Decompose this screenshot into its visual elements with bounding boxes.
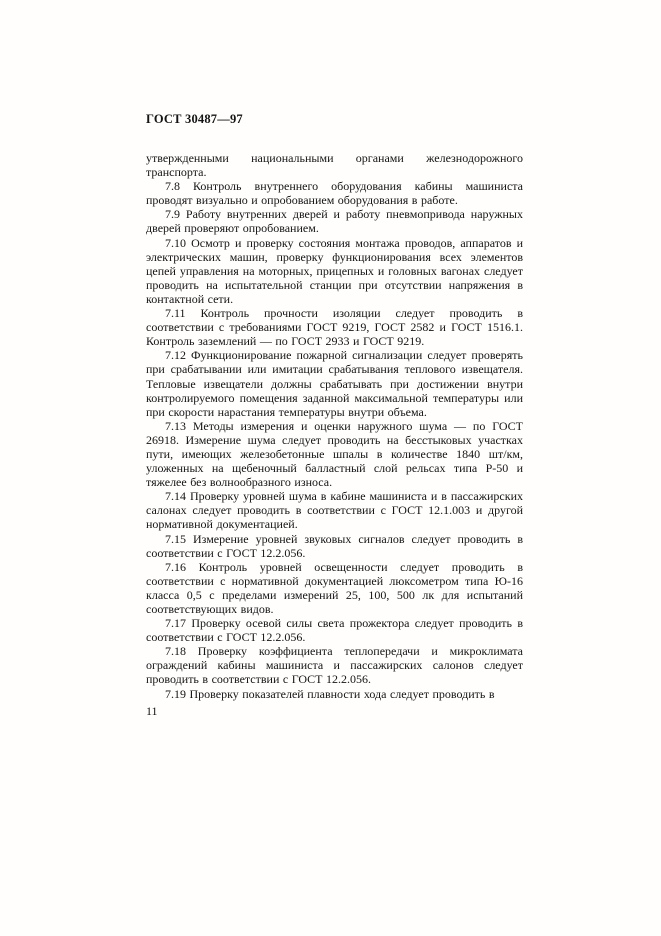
paragraph-7-18: 7.18 Проверку коэффициента теплопередачи и микроклимата ограждений кабины машиниста и пассажирских салонов следует проводить в соответствии с ГОСТ 12.2.056. bbox=[146, 644, 523, 687]
paragraph-7-16: 7.16 Контроль уровней освещенности следует проводить в соответствии с нормативной документацией люксометром типа Ю-16 класса 0,5 с пределами измерений 25, 100, 500 лк для испытаний соответствующих видов. bbox=[146, 559, 523, 616]
paragraph-7-12: 7.12 Функционирование пожарной сигнализации следует проверять при срабатывании или имитации срабатывания теплового извещателя. Тепловые извещатели должны срабатывать при достижении внутри контролируемого помещения заданной максимальной температуры или при скорости нарастания температуры внутри объема. bbox=[146, 348, 523, 419]
paragraph-continuation: утвержденными национальными органами железнодорожного транспорта. bbox=[146, 151, 523, 180]
document-body bbox=[146, 151, 523, 718]
paragraph-7-8: 7.8 Контроль внутреннего оборудования кабины машиниста проводят визуально и опробованием оборудования в работе. bbox=[146, 179, 523, 208]
paragraph-7-14: 7.14 Проверку уровней шума в кабине машиниста и в пассажирских салонах следует проводить в соответствии с ГОСТ 12.1.003 и другой нормативной документацией. bbox=[146, 489, 523, 532]
paragraph-7-10: 7.10 Осмотр и проверку состояния монтажа проводов, аппаратов и электрических машин, проверку функционирования всех элементов цепей управления на моторных, прицепных и головных вагонах следует проводить на испытательной станции при отсутствии напряжения в контактной сети. bbox=[146, 235, 523, 306]
paragraph-7-15: 7.15 Измерение уровней звуковых сигналов следует проводить в соответствии с ГОСТ 12.2.056. bbox=[146, 531, 523, 560]
page-number: 11 bbox=[146, 703, 158, 718]
paragraph-7-9: 7.9 Работу внутренних дверей и работу пневмопривода наружных дверей проверяют опробованием. bbox=[146, 207, 523, 236]
paragraph-7-19: 7.19 Проверку показателей плавности хода следует проводить в bbox=[165, 686, 495, 701]
paragraph-7-13: 7.13 Методы измерения и оценки наружного шума — по ГОСТ 26918. Измерение шума следует проводить на бесстыковых участках пути, имеющих железобетонные шпалы в количестве 1840 шт/км, уложенных на щебеночный балластный слой рельсах типа Р-50 и тяжелее без волнообразного износа. bbox=[146, 418, 523, 490]
paragraph-7-11: 7.11 Контроль прочности изоляции следует проводить в соответствии с требованиями ГОСТ 9219, ГОСТ 2582 и ГОСТ 1516.1. Контроль заземлений — по ГОСТ 2933 и ГОСТ 9219. bbox=[146, 306, 523, 349]
paragraph-7-17: 7.17 Проверку осевой силы света прожектора следует проводить в соответствии с ГОСТ 12.2.056. bbox=[146, 616, 523, 645]
document-header-standard-number: ГОСТ 30487—97 bbox=[146, 112, 243, 126]
